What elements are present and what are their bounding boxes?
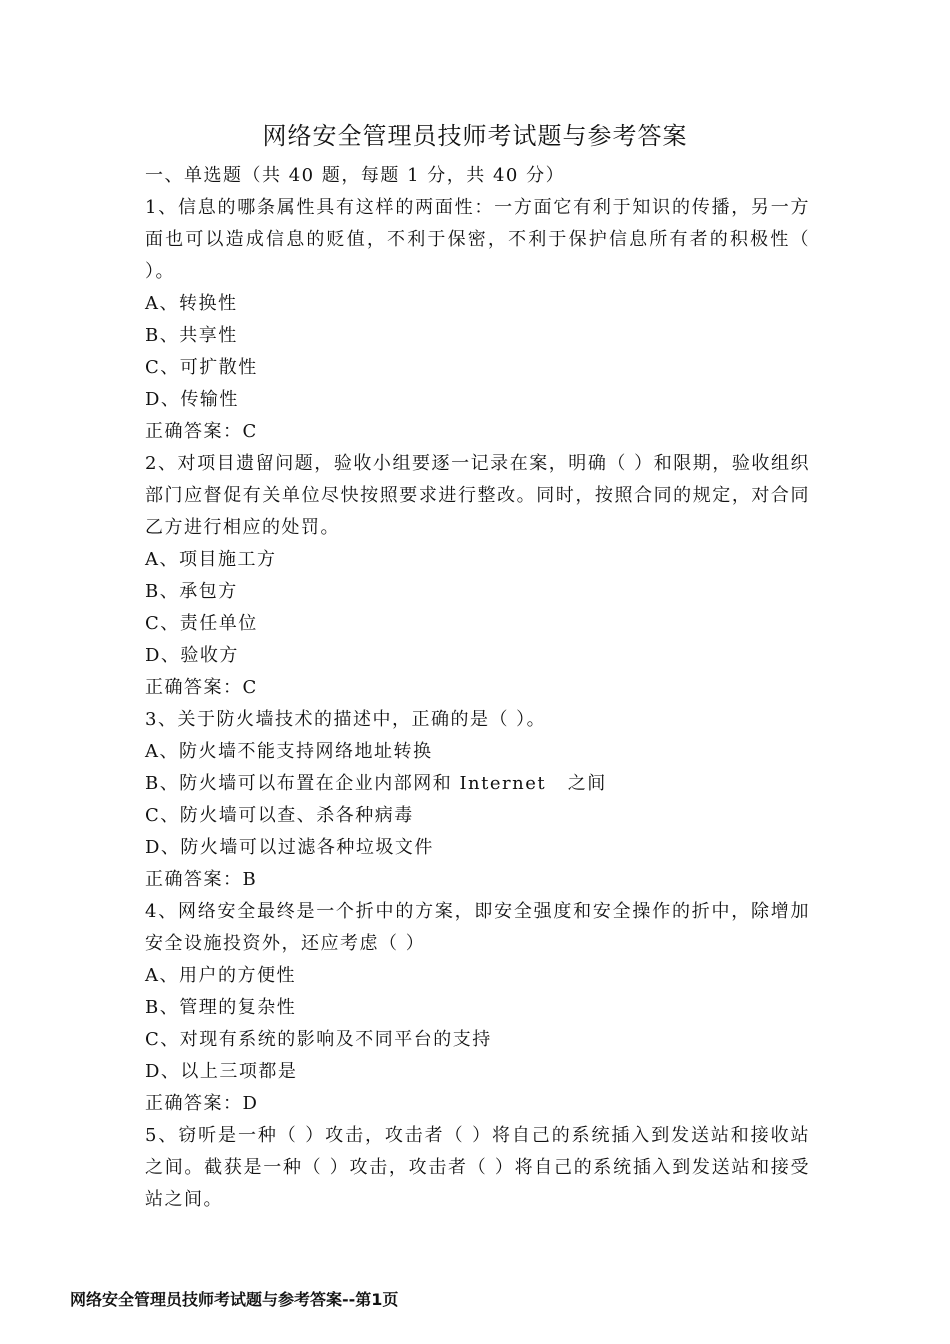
option: B、防火墙可以布置在企业内部网和 Internet 之间: [145, 773, 607, 794]
option: B、管理的复杂性: [145, 997, 297, 1018]
option: D、以上三项都是: [145, 1061, 298, 1082]
option: A、防火墙不能支持网络地址转换: [145, 741, 433, 762]
document-body: [145, 160, 810, 1216]
option: C、防火墙可以查、杀各种病毒: [145, 805, 414, 826]
section-heading: 一、单选题（共 40 题，每题 1 分，共 40 分）: [145, 165, 566, 186]
option: D、防火墙可以过滤各种垃圾文件: [145, 837, 434, 858]
answer: 正确答案：C: [145, 677, 258, 698]
option: A、用户的方便性: [145, 965, 296, 986]
question-text: 5、窃听是一种（ ）攻击，攻击者（ ）将自己的系统插入到发送站和接收站之间。截获是一种（ ）攻击，攻击者（ ）将自己的系统插入到发送站和接受站之间。: [145, 1125, 810, 1210]
question-text: 3、关于防火墙技术的描述中，正确的是（ ）。: [145, 709, 547, 730]
option: C、可扩散性: [145, 357, 258, 378]
answer: 正确答案：B: [145, 869, 258, 890]
answer: 正确答案：C: [145, 421, 258, 442]
option: D、传输性: [145, 389, 239, 410]
option: A、转换性: [145, 293, 238, 314]
option: A、项目施工方: [145, 549, 277, 570]
option: B、共享性: [145, 325, 238, 346]
option: B、承包方: [145, 581, 238, 602]
question-text: 4、网络安全最终是一个折中的方案，即安全强度和安全操作的折中，除增加安全设施投资外，还应考虑（ ）: [145, 901, 810, 954]
option: C、责任单位: [145, 613, 258, 634]
option: D、验收方: [145, 645, 239, 666]
question-text: 1、信息的哪条属性具有这样的两面性：一方面它有利于知识的传播，另一方面也可以造成信息的贬值，不利于保密，不利于保护信息所有者的积极性（ ）。: [145, 197, 810, 282]
page-footer: 网络安全管理员技师考试题与参考答案--第1页: [70, 1290, 399, 1309]
document-title: 网络安全管理员技师考试题与参考答案: [262, 122, 688, 150]
question-text: 2、对项目遗留问题，验收小组要逐一记录在案，明确（ ）和限期，验收组织部门应督促有关单位尽快按照要求进行整改。同时，按照合同的规定，对合同乙方进行相应的处罚。: [145, 453, 810, 538]
answer: 正确答案：D: [145, 1093, 259, 1114]
option: C、对现有系统的影响及不同平台的支持: [145, 1029, 492, 1050]
